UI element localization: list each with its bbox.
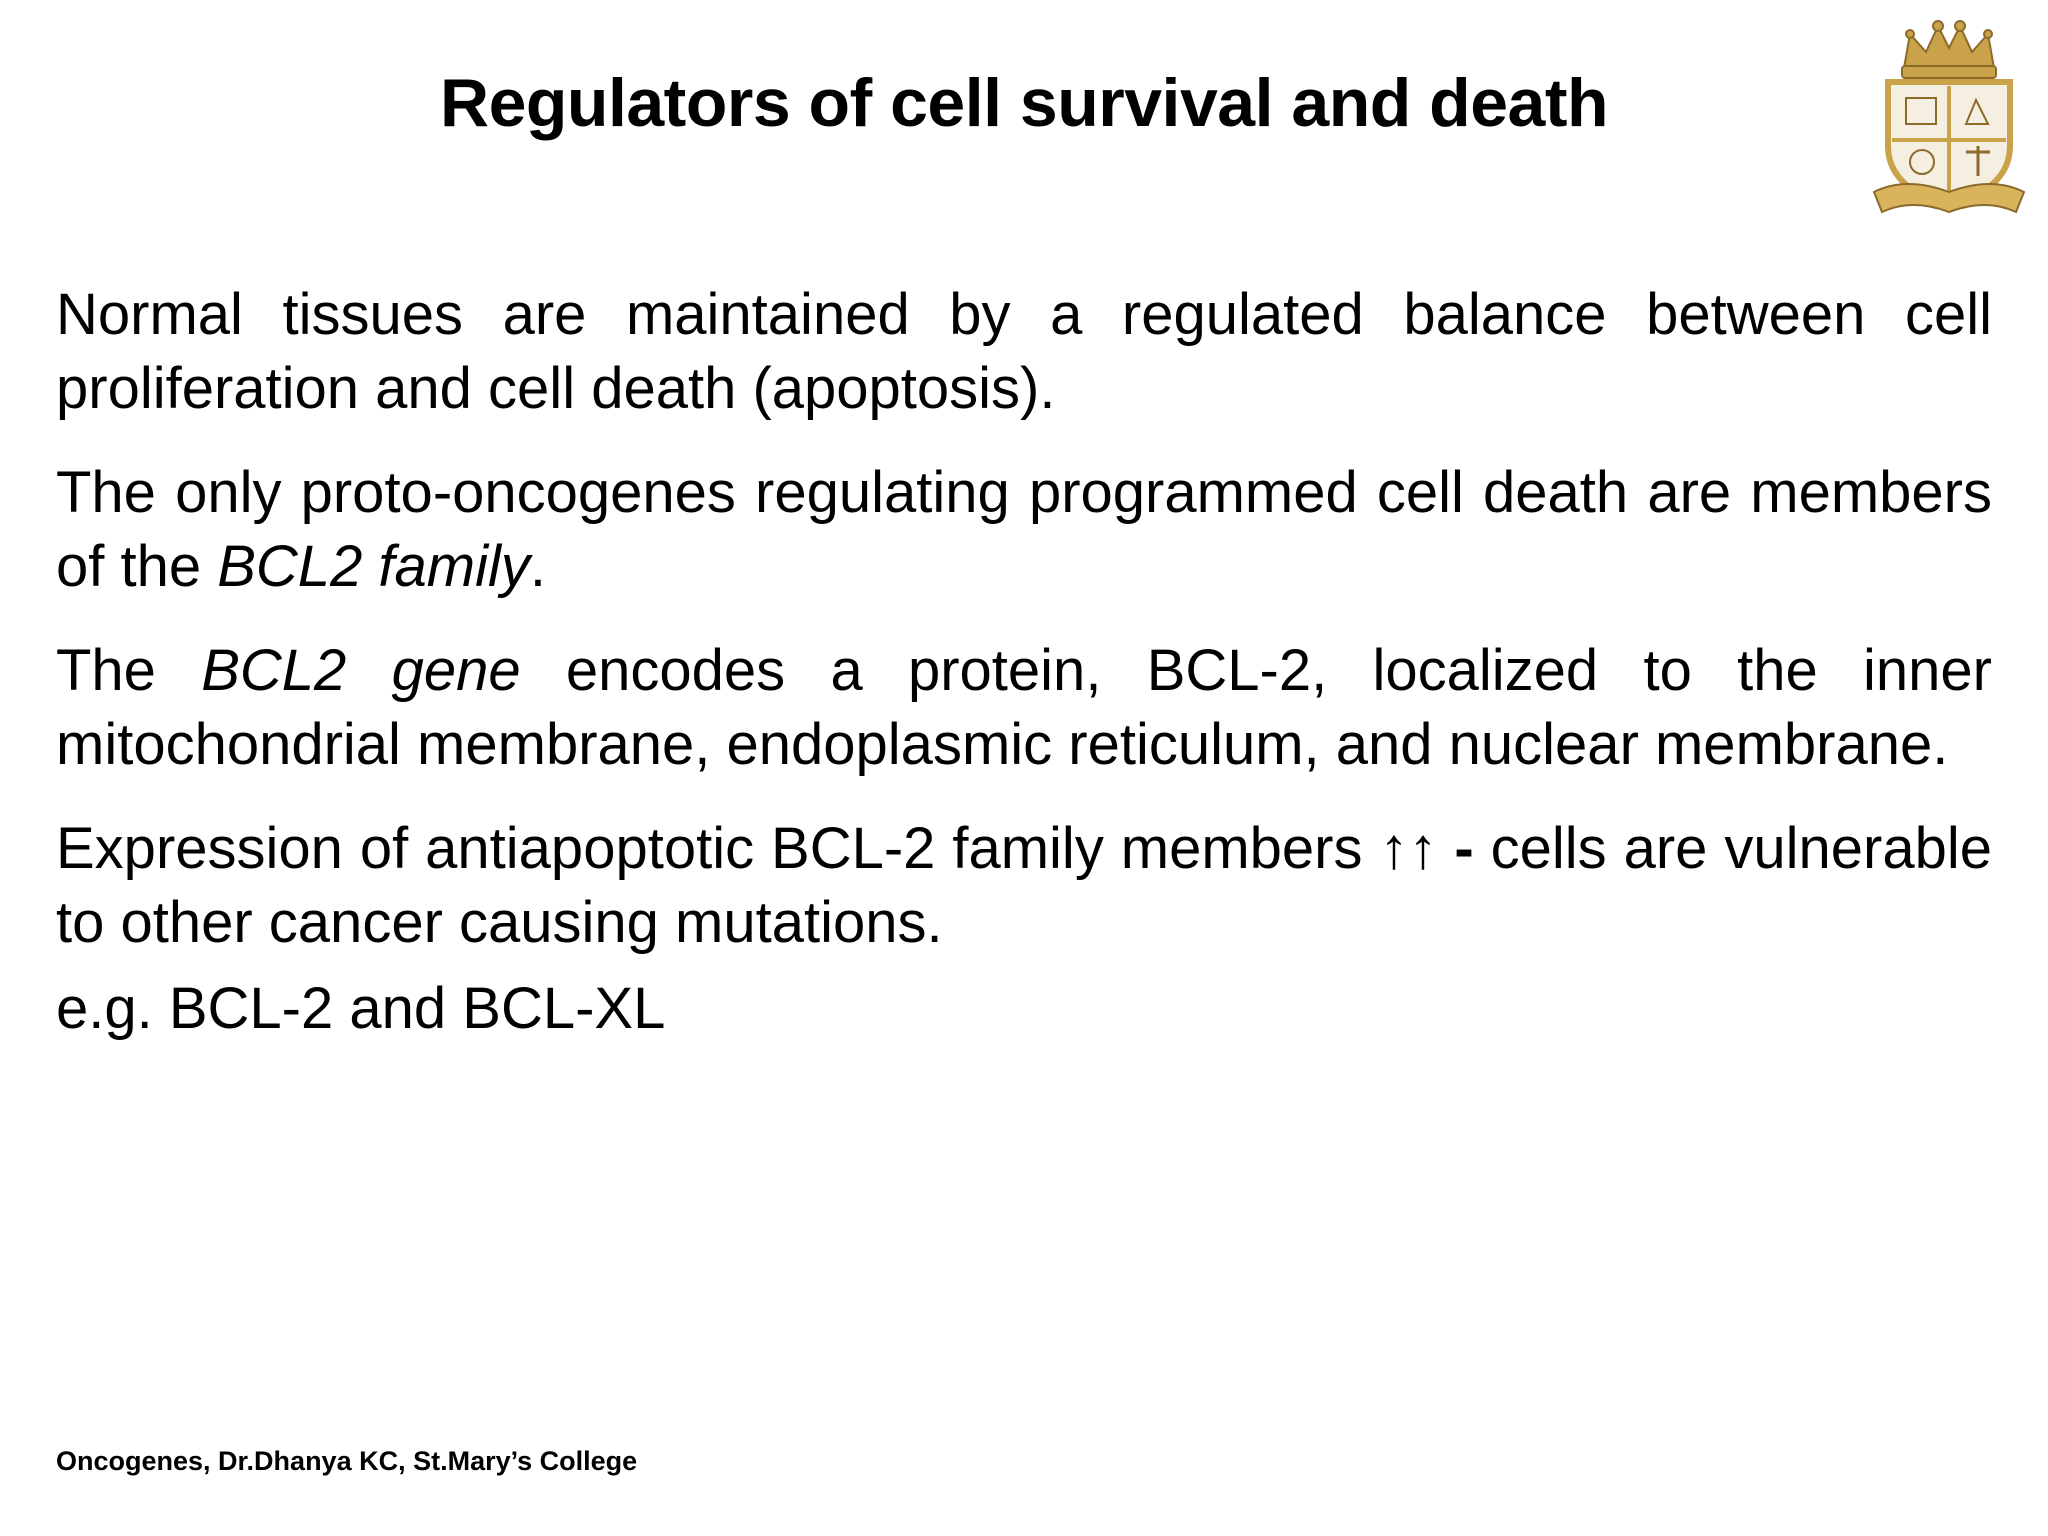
italic-term: BCL2 gene <box>201 638 521 703</box>
paragraph-expression <box>56 812 1992 960</box>
paragraph-text: Expression of antiapoptotic BCL-2 family members <box>56 816 1380 881</box>
paragraph-text: e.g. BCL-2 and BCL-XL <box>56 976 666 1041</box>
paragraph-text: encodes a protein, BCL-2, localized to the inner mitochondrial membrane, endoplasmic reticulum, and nuclear membrane. <box>56 638 1992 777</box>
paragraph-proto-oncogenes <box>56 456 1992 604</box>
paragraph-text: cells are vulnerable to other cancer causing mutations. <box>56 816 1993 955</box>
paragraph-text: The only proto-oncogenes regulating programmed cell death are members of the <box>56 460 1992 599</box>
italic-term: BCL2 family <box>217 534 530 599</box>
dash-separator: - <box>1454 816 1474 881</box>
up-arrows-icon: ↑↑ <box>1379 816 1438 881</box>
slide-body <box>56 278 1992 1046</box>
paragraph-text: The <box>56 638 202 703</box>
slide-footer: Oncogenes, Dr.Dhanya KC, St.Mary’s College <box>56 1446 638 1476</box>
paragraph-text: Normal tissues are maintained by a regulated balance between cell proliferation and cell death (apoptosis). <box>56 282 1992 421</box>
slide-title: Regulators of cell survival and death <box>439 65 1609 141</box>
college-crest-icon <box>1866 16 2032 220</box>
paragraph-bcl2-gene <box>56 634 1992 782</box>
paragraph-normal-tissues <box>56 278 1992 426</box>
paragraph-text: . <box>529 534 547 599</box>
paragraph-example <box>56 972 1992 1046</box>
